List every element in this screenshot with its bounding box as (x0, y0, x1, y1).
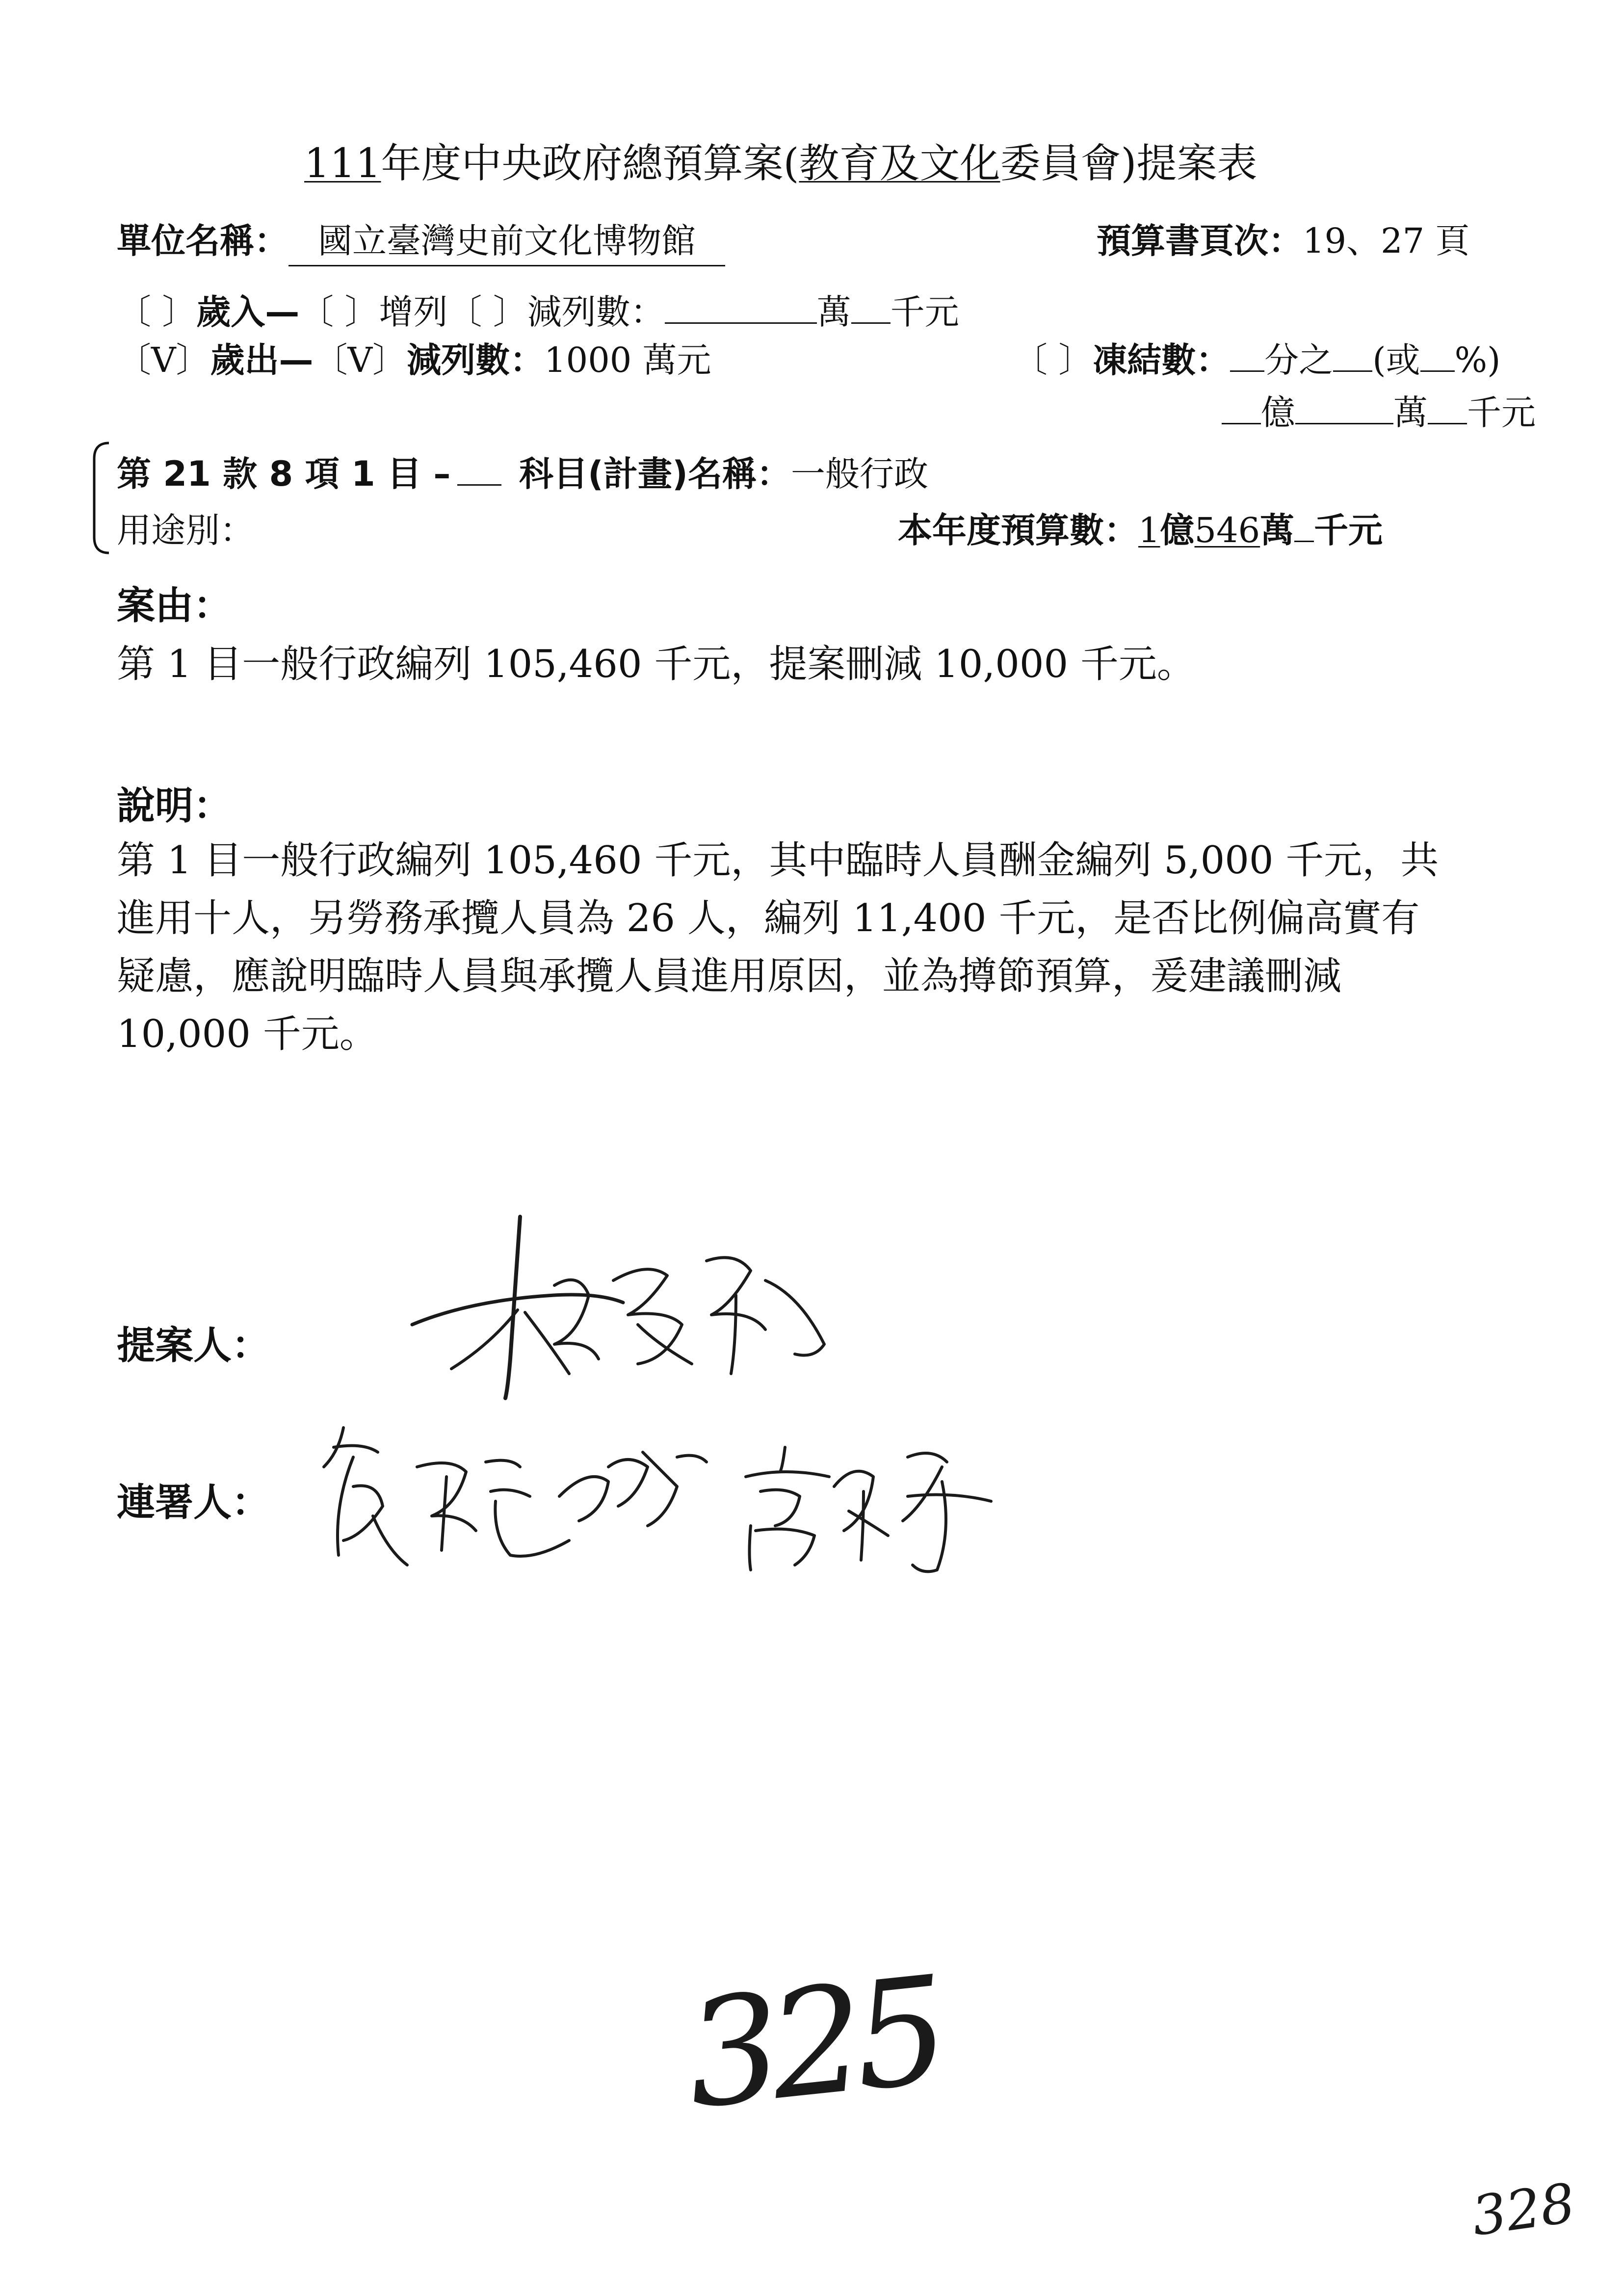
budget-qian: 千元 (1314, 510, 1383, 550)
budget-qian-blank (1294, 506, 1314, 542)
cosigner-label: 連署人： (117, 1481, 270, 1525)
freeze-fen: 分之 (1264, 340, 1334, 380)
item-row (117, 446, 501, 496)
cosigner-signatures (304, 1408, 1030, 1580)
pages-value: 19、27 頁 (1303, 221, 1470, 261)
expense-checkbox: 〔V〕 (117, 340, 210, 380)
freeze-wan-blank (1295, 389, 1393, 424)
freeze-amount-row (1222, 385, 1536, 435)
title-prefix: 年度中央政府總預算案( (381, 140, 799, 187)
freeze-checkbox: 〔 〕 (1013, 340, 1093, 380)
unit-row (117, 213, 725, 266)
freeze-label: 凍結數： (1093, 340, 1231, 380)
revenue-label: 歲入— (196, 292, 300, 332)
increase-label: 增列 (379, 292, 448, 332)
freeze-qian-blank (1428, 389, 1467, 424)
freeze-yi-blank (1222, 389, 1261, 424)
budget-wan-value: 546 (1194, 510, 1260, 550)
pages-row (1097, 213, 1469, 263)
item-code-blank (457, 450, 501, 486)
expense-row (117, 333, 711, 382)
title-suffix: 委員會)提案表 (1000, 140, 1257, 187)
freeze-pct: %) (1454, 340, 1501, 380)
item-code: 第 21 款 8 項 1 目 – (117, 454, 451, 494)
proposer-signature (393, 1197, 834, 1408)
revenue-decrease-label: 減列數： (527, 292, 665, 332)
title-committee: 教育及文化 (799, 140, 1000, 187)
expense-value: 1000 萬元 (544, 340, 711, 380)
freeze-row (1013, 333, 1500, 382)
subject-row (519, 446, 928, 496)
freeze-numerator-blank (1230, 336, 1264, 372)
page-number-corner: 328 (1468, 2171, 1579, 2248)
budget-yi-value: 1 (1138, 510, 1160, 550)
freeze-percent-blank (1420, 336, 1455, 372)
decrease-checkbox: 〔 〕 (447, 292, 527, 332)
freeze-qian: 千元 (1467, 392, 1536, 433)
freeze-wan: 萬 (1393, 392, 1428, 433)
explanation-body (117, 832, 1439, 1063)
expense-label: 歲出— (210, 340, 314, 380)
page-number-handwritten: 325 (679, 1945, 947, 2141)
explanation-line: 進用十人，另勞務承攬人員為 26 人，編列 11,400 千元，是否比例偏高實有 (117, 896, 1420, 940)
unit-label: 單位名稱： (117, 221, 288, 261)
expense-decrease-checkbox: 〔V〕 (313, 340, 407, 380)
subject-value: 一般行政 (790, 454, 928, 494)
explanation-line: 10,000 千元。 (117, 1012, 378, 1056)
expense-decrease-label: 減列數： (407, 340, 545, 380)
budget-yi: 億 (1160, 510, 1195, 550)
explanation-line: 第 1 目一般行政編列 105,460 千元，其中臨時人員酬金編列 5,000 千元，共 (117, 838, 1439, 883)
proposer-label: 提案人： (117, 1324, 270, 1368)
budget-label: 本年度預算數： (898, 510, 1138, 550)
title-year: 111 (304, 140, 381, 187)
freeze-denominator-blank (1333, 336, 1372, 372)
pages-label: 預算書頁次： (1097, 221, 1303, 261)
unit-value: 國立臺灣史前文化博物館 (288, 213, 725, 266)
purpose-label: 用途別： (117, 510, 254, 550)
reason-text: 第 1 目一般行政編列 105,460 千元，提案刪減 10,000 千元。 (117, 642, 1195, 686)
reason-heading: 案由： (117, 584, 232, 628)
item-bracket (83, 439, 113, 557)
explanation-heading: 說明： (117, 784, 232, 828)
freeze-yi: 億 (1261, 392, 1295, 433)
revenue-wan: 萬 (816, 292, 851, 332)
revenue-amount-blank (665, 288, 817, 324)
revenue-checkbox: 〔 〕 (117, 292, 197, 332)
explanation-line: 疑慮，應說明臨時人員與承攬人員進用原因，並為撙節預算，爰建議刪減 (117, 954, 1342, 998)
budget-wan: 萬 (1260, 510, 1295, 550)
increase-checkbox: 〔 〕 (299, 292, 379, 332)
budget-row (898, 503, 1383, 552)
revenue-qian: 千元 (890, 292, 959, 332)
subject-label: 科目(計畫)名稱： (519, 454, 791, 494)
revenue-qian-blank (851, 288, 891, 324)
form-title (304, 131, 1257, 189)
revenue-row (117, 285, 959, 334)
freeze-or: (或 (1372, 340, 1420, 380)
